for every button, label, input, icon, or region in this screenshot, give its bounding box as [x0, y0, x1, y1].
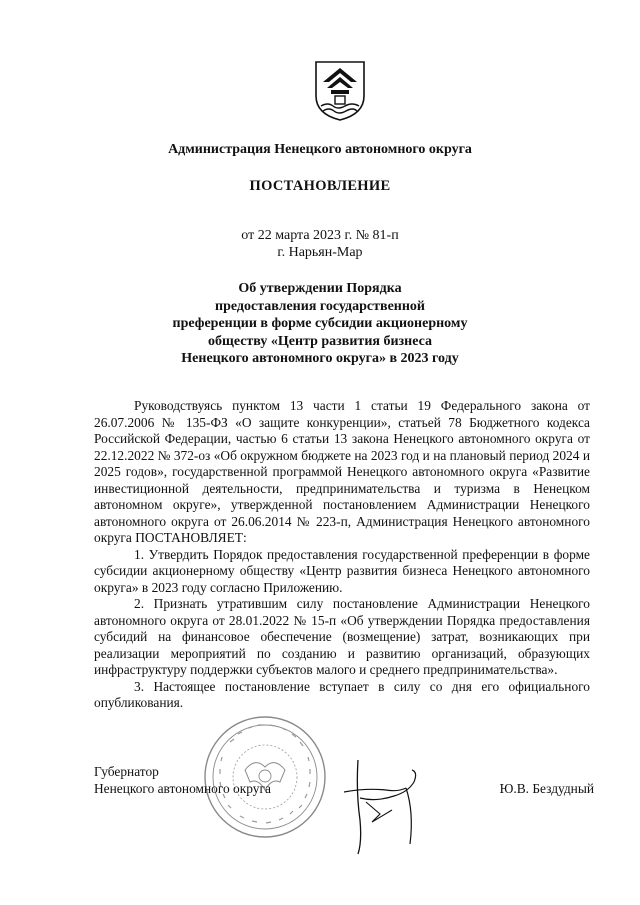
document-date-number: от 22 марта 2023 г. № 81-п: [241, 228, 399, 243]
title-line: преференции в форме субсидии акционерному: [172, 316, 468, 331]
organization-name: Администрация Ненецкого автономного округа: [168, 142, 472, 157]
document-title: [0, 280, 640, 368]
coat-of-arms-icon: [313, 60, 367, 122]
signatory-position-line: Ненецкого автономного округа: [94, 780, 271, 796]
signatory-name: Ю.В. Бездудный: [499, 781, 594, 796]
signatory-position: [94, 764, 271, 797]
title-line: предоставления государственной: [215, 298, 425, 314]
handwritten-signature: [336, 752, 446, 862]
document-body: [94, 398, 590, 712]
resolution-item: 1. Утвердить Порядок предоставления государственной преференции в форме субсидии акционерному обществу «Центр развития бизнеса Ненецкого автономного округа» в 2023 году согласно Приложению.: [94, 546, 590, 595]
preamble-paragraph: Руководствуясь пунктом 13 части 1 статьи 19 Федерального закона от 26.07.2006 № 135-ФЗ «О защите конкуренции», статьей 78 Бюджетного кодекса Российской Федерации, частью 6 статьи 13 закона Ненецкого автономного округа от 22.12.2022 № 372-оз «Об окружном бюджете на 2023 год и на плановый период 2024 и 2025 годов», государственной программой Ненецкого автономного округа «Развитие инвестиционной деятельности, предпринимательства и туризма в Ненецком автономном округе», утвержденной постановлением Администрации Ненецкого автономного округа от 26.06.2014 № 223-п, Администрация Ненецкого автономного округа ПОСТАНОВЛЯЕТ:: [94, 398, 590, 545]
document-type: ПОСТАНОВЛЕНИЕ: [249, 178, 391, 194]
signatory-position-line: Губернатор: [94, 764, 159, 779]
title-line: обществу «Центр развития бизнеса: [208, 333, 432, 349]
title-line: Об утверждении Порядка: [238, 281, 402, 296]
document-place: г. Нарьян-Мар: [277, 245, 363, 260]
resolution-item: 3. Настоящее постановление вступает в силу со дня его официального опубликования.: [94, 678, 590, 710]
resolution-item: 2. Признать утратившим силу постановление Администрации Ненецкого автономного округа от 28.01.2022 № 15-п «Об утверждении Порядка предоставления субсидий на финансовое обеспечение (возмещение) затрат, возникающих при реализации мероприятий по созданию и развитию организаций, образующих инфраструктуру поддержки субъектов малого и среднего предпринимательства».: [94, 596, 590, 677]
title-line: Ненецкого автономного округа» в 2023 году: [181, 351, 459, 366]
